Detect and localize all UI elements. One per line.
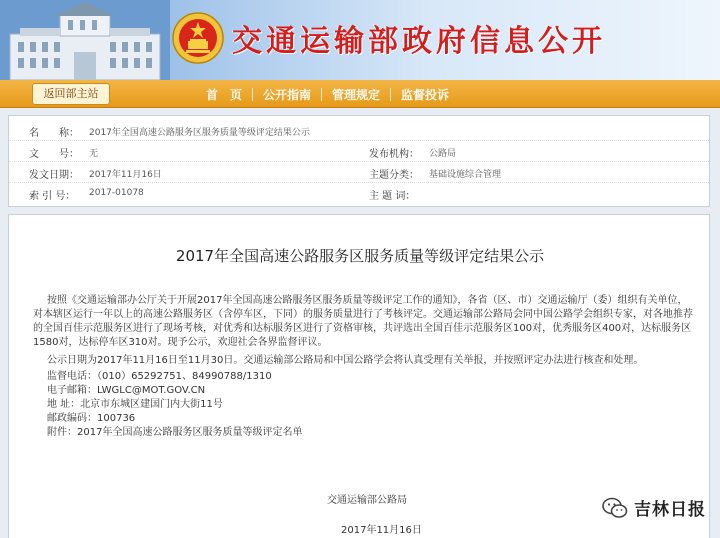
meta-value: 公路局 bbox=[429, 149, 457, 159]
contact-postcode: 邮政编码：100736 bbox=[47, 413, 136, 424]
nav-links bbox=[196, 80, 459, 108]
meta-value: 2017-01078 bbox=[89, 188, 144, 198]
back-home-button[interactable]: 返回部主站 bbox=[32, 83, 110, 105]
signature-date: 2017年11月16日 bbox=[341, 525, 422, 536]
source-watermark bbox=[602, 495, 706, 520]
main-navbar bbox=[0, 80, 720, 108]
meta-value: 基础设施综合管理 bbox=[429, 170, 502, 180]
watermark-text: 吉林日报 bbox=[634, 500, 706, 520]
meta-value: 无 bbox=[89, 149, 99, 159]
contact-address: 地 址：北京市东城区建国门内大街11号 bbox=[47, 399, 223, 410]
document-title: 2017年全国高速公路服务区服务质量等级评定结果公示 bbox=[175, 247, 545, 265]
site-title: 交通运输部政府信息公开 bbox=[232, 24, 606, 59]
signature-org: 交通运输部公路局 bbox=[327, 495, 407, 506]
site-banner bbox=[0, 0, 720, 80]
meta-row-name bbox=[9, 120, 711, 141]
contact-phone: 监督电话：（010）65292751、84990788/1310 bbox=[47, 371, 272, 382]
meta-label: 发布机构： bbox=[369, 149, 419, 160]
national-emblem-icon bbox=[172, 12, 224, 64]
meta-label: 文 号： bbox=[29, 149, 79, 160]
meta-row-docno bbox=[9, 141, 711, 162]
nav-link-home[interactable]: 首 页 bbox=[206, 87, 243, 102]
nav-divider bbox=[321, 88, 322, 101]
building-illustration bbox=[0, 0, 170, 80]
meta-label: 主 题 词： bbox=[369, 191, 416, 202]
wechat-icon bbox=[602, 497, 628, 519]
paragraph-line: 按照《交通运输部办公厅关于开展2017年全国高速公路服务区服务质量等级评定工作的通知》，各省（区、市）交通运输厅（委）组织有关单位， bbox=[47, 295, 688, 306]
nav-link-complaints[interactable]: 监督投诉 bbox=[401, 87, 450, 102]
nav-divider bbox=[252, 88, 253, 101]
nav-link-regulations[interactable]: 管理规定 bbox=[332, 87, 381, 102]
paragraph-line: 对本辖区运行一年以上的高速公路服务区（含停车区，下同）的服务质量进行了考核评定。交通运输部公路局会同中国公路学会组织专家，对各地推荐 bbox=[33, 309, 693, 320]
document-content bbox=[8, 214, 710, 538]
attachment-link[interactable]: 附件：2017年全国高速公路服务区服务质量等级评定名单 bbox=[47, 427, 303, 438]
meta-label: 索 引 号： bbox=[29, 191, 76, 202]
meta-row-index bbox=[9, 183, 711, 204]
meta-label: 主题分类： bbox=[369, 170, 419, 181]
nav-link-guide[interactable]: 公开指南 bbox=[263, 87, 312, 102]
meta-label: 发文日期： bbox=[29, 170, 79, 181]
paragraph-line: 公示日期为2017年11月16日至11月30日。交通运输部公路局和中国公路学会将认真受理有关举报，并按照评定办法进行核查和处理。 bbox=[47, 355, 644, 366]
meta-value: 2017年全国高速公路服务区服务质量等级评定结果公示 bbox=[89, 128, 310, 138]
paragraph-line: 1580对，达标停车区310对。现予公示，欢迎社会各界监督评议。 bbox=[33, 337, 328, 348]
contact-email[interactable]: 电子邮箱：LWGLC@MOT.GOV.CN bbox=[47, 385, 206, 396]
meta-value: 2017年11月16日 bbox=[89, 170, 162, 180]
nav-divider bbox=[390, 88, 391, 101]
paragraph-line: 的全国百佳示范服务区进行了现场考核，对优秀和达标服务区进行了资格审核，共评选出全国百佳示范服务区100对，优秀服务区400对，达标服务区 bbox=[33, 323, 692, 334]
meta-label: 名 称： bbox=[29, 128, 79, 139]
document-metadata bbox=[8, 115, 710, 207]
meta-row-date bbox=[9, 162, 711, 183]
